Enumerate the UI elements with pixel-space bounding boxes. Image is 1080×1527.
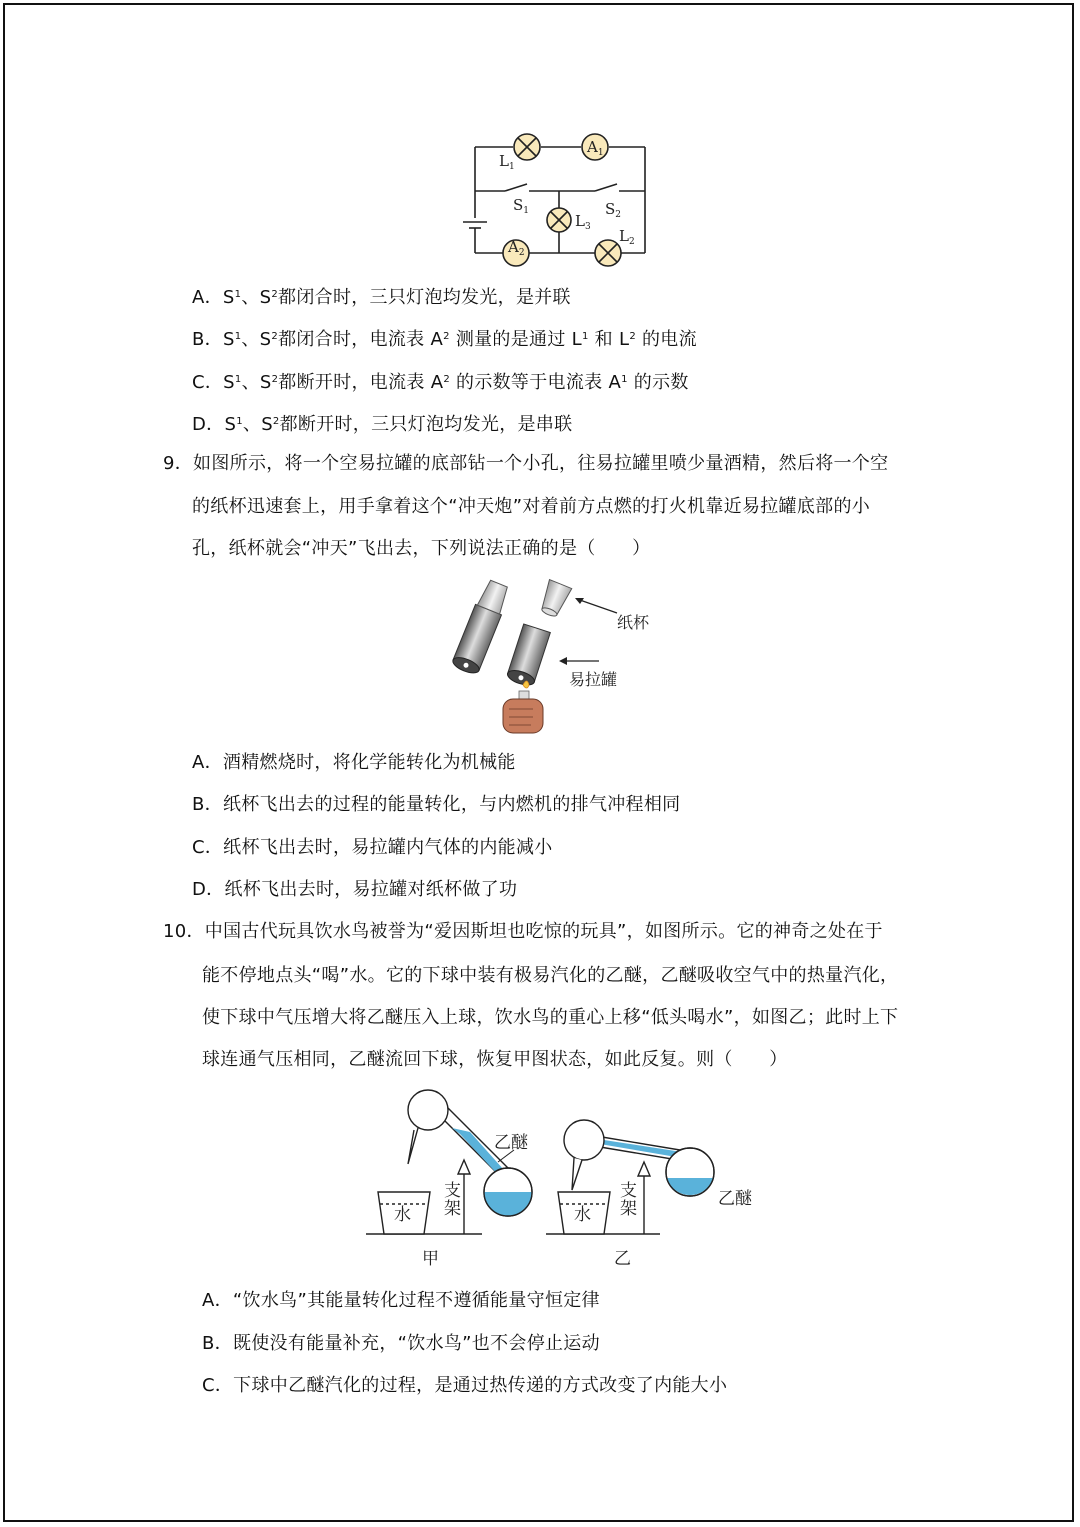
ether-label-a: 乙醚 [494,1133,528,1153]
q10-stem-line-1: 10．中国古代玩具饮水鸟被誉为“爱因斯坦也吃惊的玩具”，如图所示。它的神奇之处在于 [163,921,883,942]
q9-option-c: C．纸杯飞出去时，易拉罐内气体的内能减小 [192,837,553,858]
q8-option-d: D．$S^1$、$S^2$都断开时，三只灯泡均发光，是串联 [192,414,573,435]
stand-label-b2: 架 [620,1199,637,1219]
switch-s2-label: $S_2$ [605,200,622,220]
can-label: 易拉罐 [569,670,618,689]
q8-option-a: A．$S^1$、$S^2$都闭合时，三只灯泡均发光，是并联 [192,287,571,308]
q10-stem-line-4: 球连通气压相同，乙醚流回下球，恢复甲图状态，如此反复。则（ ） [202,1049,788,1070]
water-label-b: 水 [574,1205,591,1225]
stand-label-a2: 架 [444,1199,461,1219]
ammeter-a2-label: $A_2$ [508,238,525,258]
stand-label-b1: 支 [620,1181,637,1201]
q10-stem-line-2: 能不停地点头“喝”水。它的下球中装有极易汽化的乙醚，乙醚吸收空气中的热量汽化， [202,965,899,986]
stand-label-a1: 支 [444,1181,461,1201]
cup-label: 纸杯 [617,613,650,632]
q10-option-a: A．“饮水鸟”其能量转化过程不遵循能量守恒定律 [202,1290,600,1311]
drinking-bird-figure [360,1088,760,1272]
lamp-l1-label: $L_1$ [499,152,515,172]
circuit-diagram [455,128,655,270]
can-cannon-figure [445,573,650,741]
q9-stem-line-1: 9．如图所示，将一个空易拉罐的底部钻一个小孔，往易拉罐里喷少量酒精，然后将一个空 [163,453,889,474]
lamp-l3-label: $L_3$ [575,212,591,232]
panel-label-jia: 甲 [422,1249,439,1269]
q9-option-d: D．纸杯飞出去时，易拉罐对纸杯做了功 [192,879,518,900]
q9-option-b: B．纸杯飞出去的过程的能量转化，与内燃机的排气冲程相同 [192,794,681,815]
q10-option-b: B．既使没有能量补充，“饮水鸟”也不会停止运动 [202,1333,600,1354]
switch-s1-label: $S_1$ [513,196,530,216]
q9-stem-line-3: 孔，纸杯就会“冲天”飞出去，下列说法正确的是（ ） [192,538,651,559]
q9-option-a: A．酒精燃烧时，将化学能转化为机械能 [192,752,516,773]
ammeter-a1-label: $A_1$ [587,138,604,158]
q8-option-b: B．$S^1$、$S^2$都闭合时，电流表 $A^2$ 测量的是通过 $L^1$ 和 $L^2$ 的电流 [192,329,697,350]
ether-label-b: 乙醚 [718,1189,752,1209]
q9-stem-line-2: 的纸杯迅速套上，用手拿着这个“冲天炮”对着前方点燃的打火机靠近易拉罐底部的小 [192,496,871,517]
lamp-l2-label: $L_2$ [619,227,635,247]
water-label-a: 水 [394,1205,411,1225]
panel-label-yi: 乙 [614,1249,631,1269]
q8-option-c: C．$S^1$、$S^2$都断开时，电流表 $A^2$ 的示数等于电流表 $A^1$ 的示数 [192,372,689,393]
q10-stem-line-3: 使下球中气压增大将乙醚压入上球，饮水鸟的重心上移“低头喝水”，如图乙；此时上下 [202,1007,899,1028]
q10-option-c: C．下球中乙醚汽化的过程，是通过热传递的方式改变了内能大小 [202,1375,728,1396]
